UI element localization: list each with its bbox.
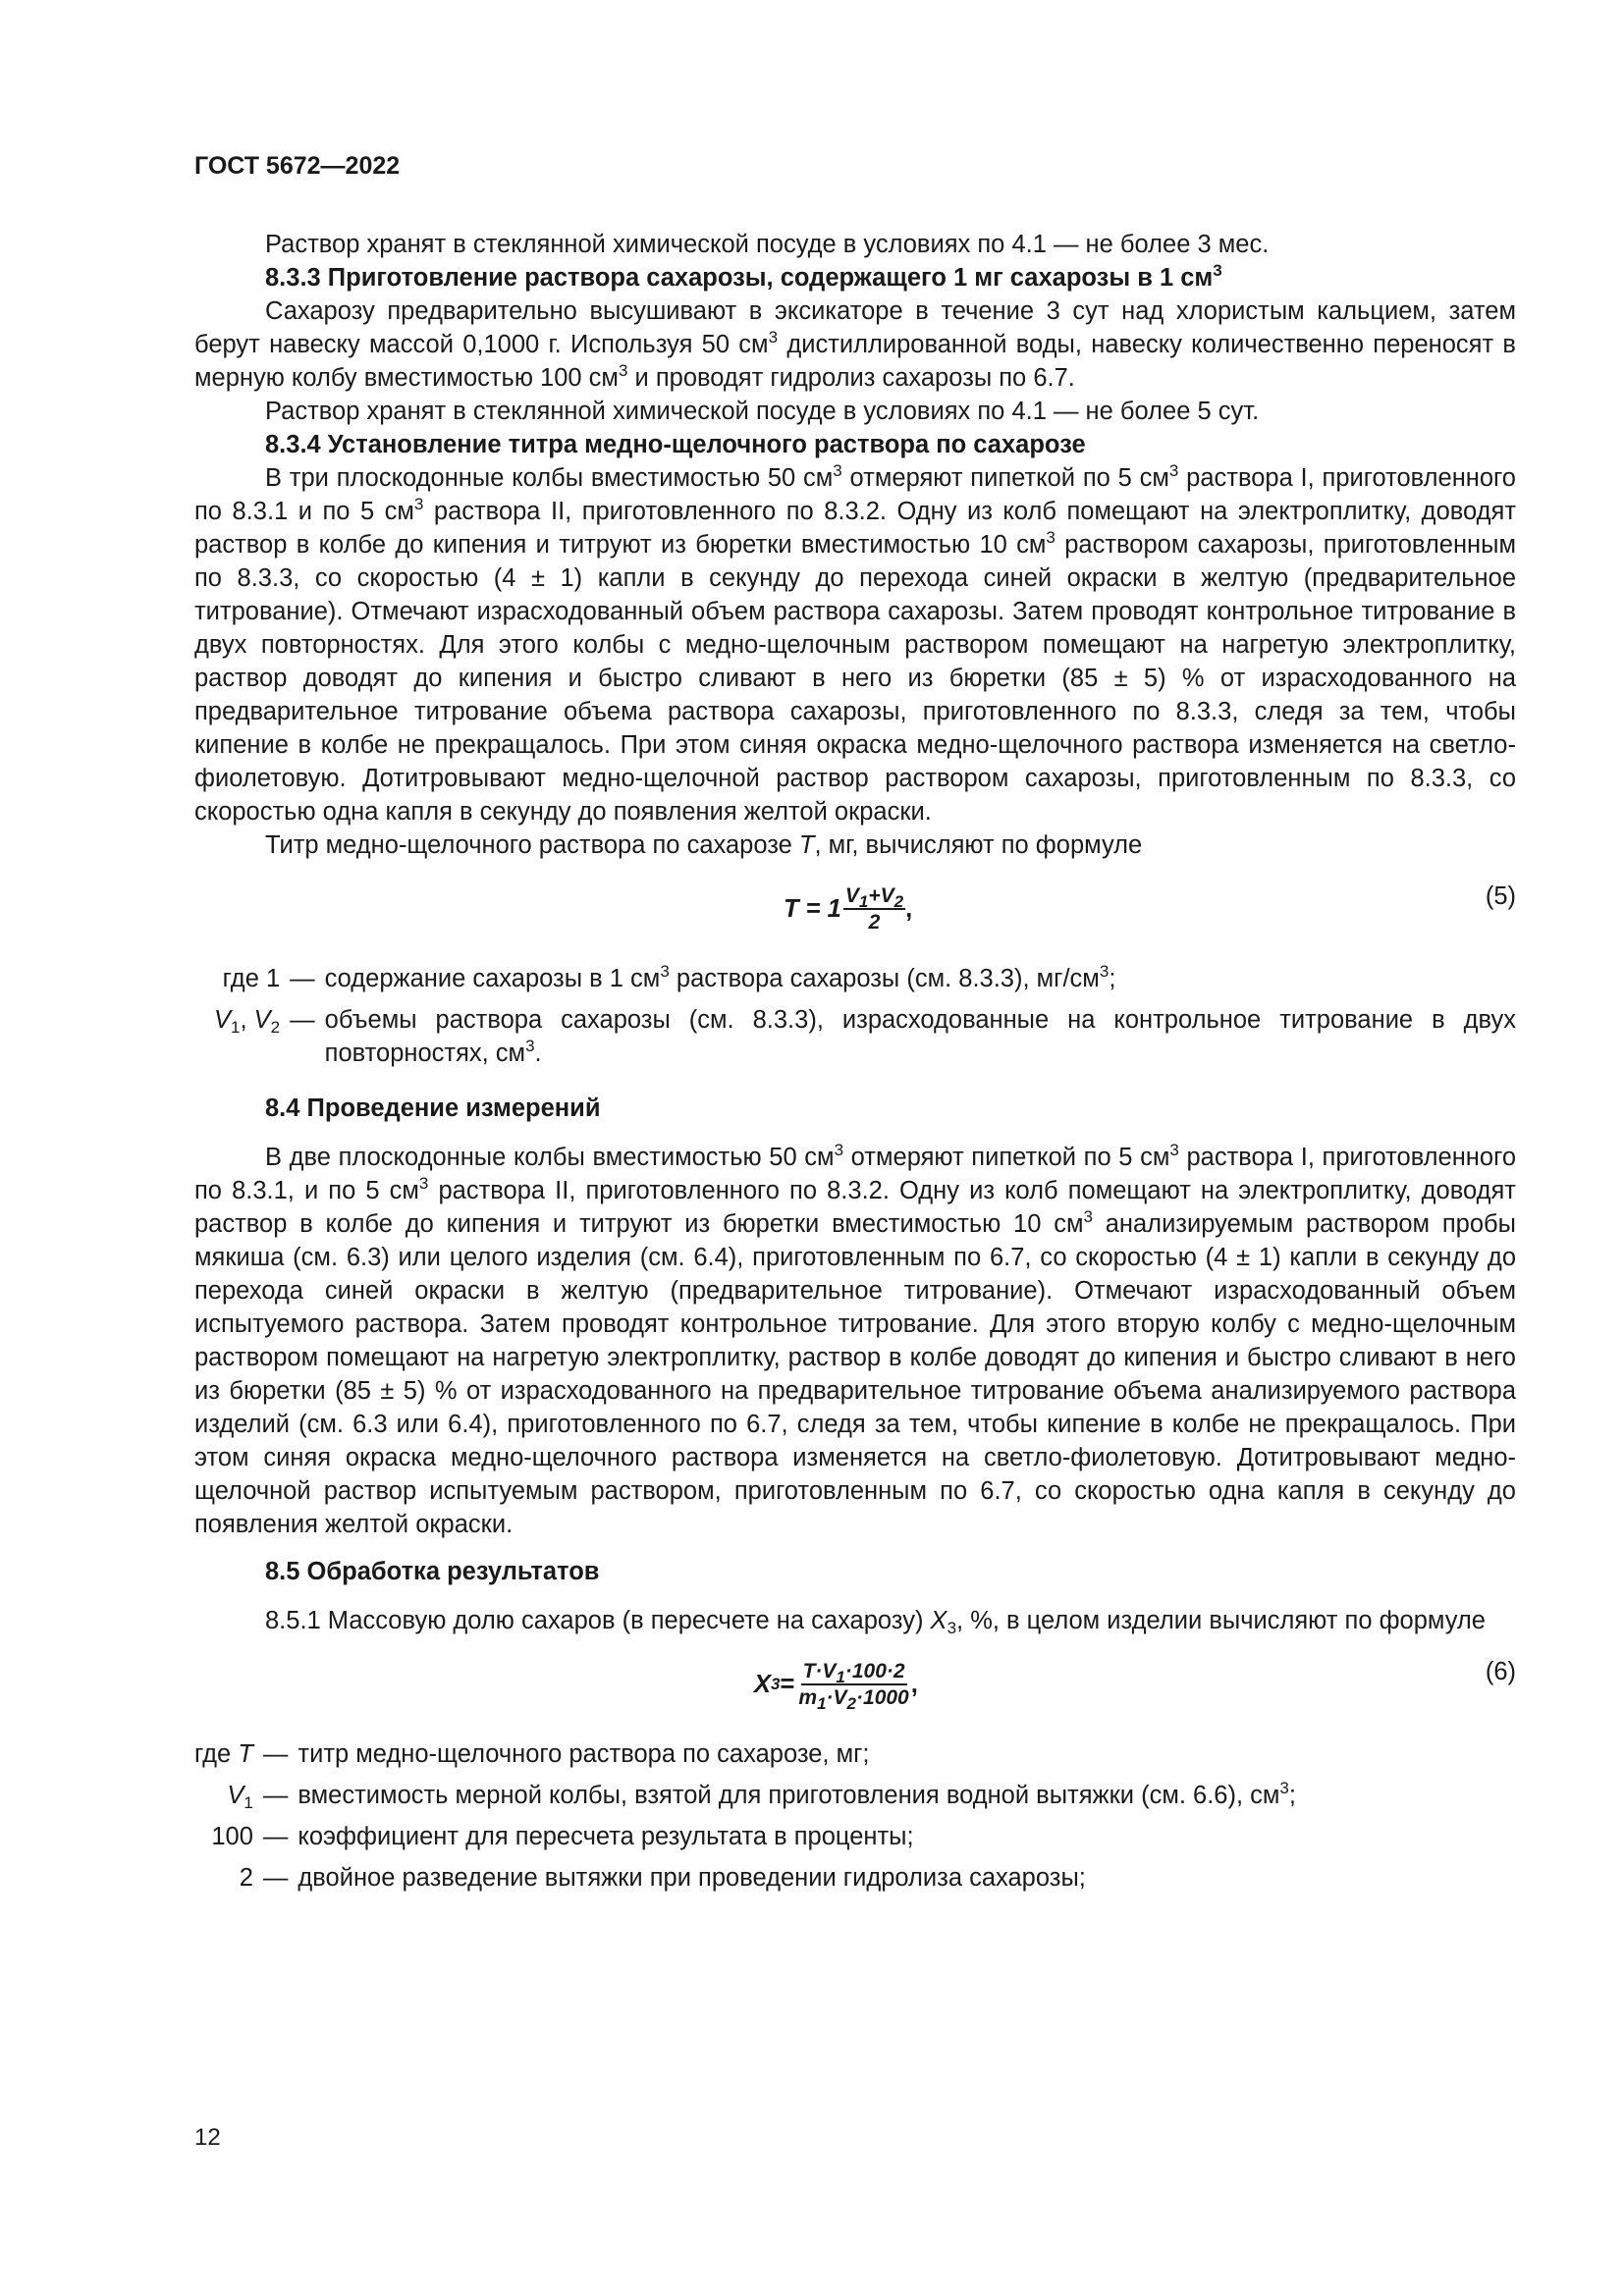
def-symbol: где T xyxy=(194,1740,253,1768)
def-text: объемы раствора сахарозы (см. 8.3.3), израсходованные на контрольное титрование в двух повторностях, $см^3$. xyxy=(324,1006,1516,1067)
def-symbol: 100 xyxy=(211,1823,253,1850)
heading-8-3-4: 8.3.4 Установление титра медно-щелочного раствора по сахарозе xyxy=(265,431,1086,458)
formula-5-fraction: $\frac{V_1+V_2}{2}$ xyxy=(844,884,904,934)
heading-8-3-3: 8.3.3 Приготовление раствора сахарозы, содержащего 1 мг сахарозы в 1 $см^3$ xyxy=(265,261,1222,292)
document-body xyxy=(194,228,1516,1902)
paragraph-sucrose-prep: Сахарозу предварительно высушивают в эксикаторе в течение 3 сут над хлористым кальцием, затем берут навеску массой 0,1000 г. Используя 50 $см^3$ дистиллированной воды, навеску количественно переносят в мерную колбу вместимостью 100 $см^3$ и проводят гидролиз сахарозы по 6.7. xyxy=(194,297,1516,392)
page-number: 12 xyxy=(194,2124,221,2151)
heading-8-5: 8.5 Обработка результатов xyxy=(265,1558,600,1585)
formula-6-definitions: где T — титр медно-щелочного раствора по сахарозе, мг; $V_1$ — вместимость мерной колбы, взятой для приготовления водной вытяжки (см. 6.6), $см^3$; 100 — коэффициент для пересчета результата в проценты; 2 — двойное разведение вытяжки при проведении гидролиза сахарозы; xyxy=(194,1737,1516,1902)
formula-5 xyxy=(194,874,1516,952)
def-text: вместимость мерной колбы, взятой для приготовления водной вытяжки (см. 6.6), $см^3$; xyxy=(298,1779,1296,1809)
formula-6-expression: X 3 = $\frac{T\cdot V_1\cdot 100\cdot 2}{m_1\cdot V_2\cdot 1000}$ , xyxy=(754,1660,918,1713)
paragraph-measurement-procedure: В две плоскодонные колбы вместимостью 50 $см^3$ отмеряют пипеткой по 5 $см^3$ раствора I, приготовленного по 8.3.1, и по 5 $см^3$ раствора II, приготовленного по 8.3.2. Одну из колб помещают на электроплитку, доводят раствор в колбе до кипения и титруют из бюретки вместимостью 10 $см^3$ анализируемым раствором пробы мякиша (см. 6.3) или целого изделия (см. 6.4), приготовленным по 6.7, со скоростью (4 ± 1) капли в секунду до перехода синей окраски в желтую (предварительное титрование). Отмечают израсходованный объем испытуемого раствора. Затем проводят контрольное титрование. Для этого вторую колбу с медно-щелочным раствором помещают на нагретую электроплитку, раствор в колбе доводят до кипения и быстро сливают в него из бюретки (85 ± 5) % от израсходованного на предварительное титрование объема анализируемого раствора изделий (см. 6.3 или 6.4), приготовленного по 6.7, следя за тем, чтобы кипение в колбе не прекращалось. При этом синяя окраска медно-щелочного раствора изменяется на светло-фиолетовую. Дотитровывают медно-щелочной раствор испытуемым раствором, приготовленным по 6.7, со скоростью одна капля в секунду до появления желтой окраски. xyxy=(194,1141,1516,1538)
formula-5-number: (5) xyxy=(1485,882,1516,910)
paragraph-storage-2: Раствор хранят в стеклянной химической посуде в условиях по 4.1 — не более 5 сут. xyxy=(265,398,1260,425)
document-header: ГОСТ 5672—2022 xyxy=(194,152,401,180)
formula-6 xyxy=(194,1649,1516,1728)
def-text: двойное разведение вытяжки при проведении гидролиза сахарозы; xyxy=(298,1864,1086,1892)
paragraph-titer-procedure: В три плоскодонные колбы вместимостью 50 $см^3$ отмеряют пипеткой по 5 $см^3$ раствора I, приготовленного по 8.3.1 и по 5 $см^3$ раствора II, приготовленного по 8.3.2. Одну из колб помещают на электроплитку, доводят раствор в колбе до кипения и титруют из бюретки вместимостью 10 $см^3$ раствором сахарозы, приготовленным по 8.3.3, со скоростью (4 ± 1) капли в секунду до перехода синей окраски в желтую (предварительное титрование). Отмечают израсходованный объем раствора сахарозы. Затем проводят контрольное титрование в двух повторностях. Для этого колбы с медно-щелочным раствором помещают на нагретую электроплитку, раствор доводят до кипения и быстро сливают в него из бюретки (85 ± 5) % от израсходованного на предварительное титрование объема раствора сахарозы, приготовленного по 8.3.3, следя за тем, чтобы кипение в колбе не прекращалось. При этом синяя окраска медно-щелочного раствора изменяется на светло-фиолетовую. Дотитровывают медно-щелочной раствор раствором сахарозы, приготовленным по 8.3.3, со скоростью одна капля в секунду до появления желтой окраски. xyxy=(194,461,1516,826)
def-text: коэффициент для пересчета результата в проценты; xyxy=(298,1823,914,1850)
formula-5-definitions: где 1 — содержание сахарозы в 1 $см^3$ раствора сахарозы (см. 8.3.3), $мг/см^3$; $V_1$, $V_2$ — объемы раствора сахарозы (см. 8.3.3), израсходованные на контрольное титрование в двух повторностях, $см^3$. xyxy=(214,962,1516,1078)
paragraph-titer-formula-intro: Титр медно-щелочного раствора по сахарозе T, мг, вычисляют по формуле xyxy=(265,831,1143,859)
formula-5-expression: T = 1 $\frac{V_1+V_2}{2}$ , xyxy=(784,884,913,934)
def-symbol: $V_1$, $V_2$ xyxy=(214,1006,281,1037)
def-symbol: где 1 xyxy=(222,965,281,992)
formula-6-number: (6) xyxy=(1485,1658,1516,1685)
heading-8-4: 8.4 Проведение измерений xyxy=(265,1095,601,1122)
def-text: титр медно-щелочного раствора по сахарозе, мг; xyxy=(298,1740,870,1768)
paragraph-storage-1: Раствор хранят в стеклянной химической посуде в условиях по 4.1 — не более 3 мес. xyxy=(265,231,1270,258)
def-symbol: $V_1$ xyxy=(227,1782,253,1812)
formula-6-fraction: $\frac{T\cdot V_1\cdot 100\cdot 2}{m_1\cdot V_2\cdot 1000}$ xyxy=(798,1660,909,1713)
def-symbol: 2 xyxy=(239,1864,253,1892)
paragraph-mass-fraction-intro: 8.5.1 Массовую долю сахаров (в пересчете на сахарозу) $X_3$, %, в целом изделии вычисляют по формуле xyxy=(265,1607,1486,1637)
def-text: содержание сахарозы в 1 $см^3$ раствора сахарозы (см. 8.3.3), $мг/см^3$; xyxy=(324,962,1116,992)
